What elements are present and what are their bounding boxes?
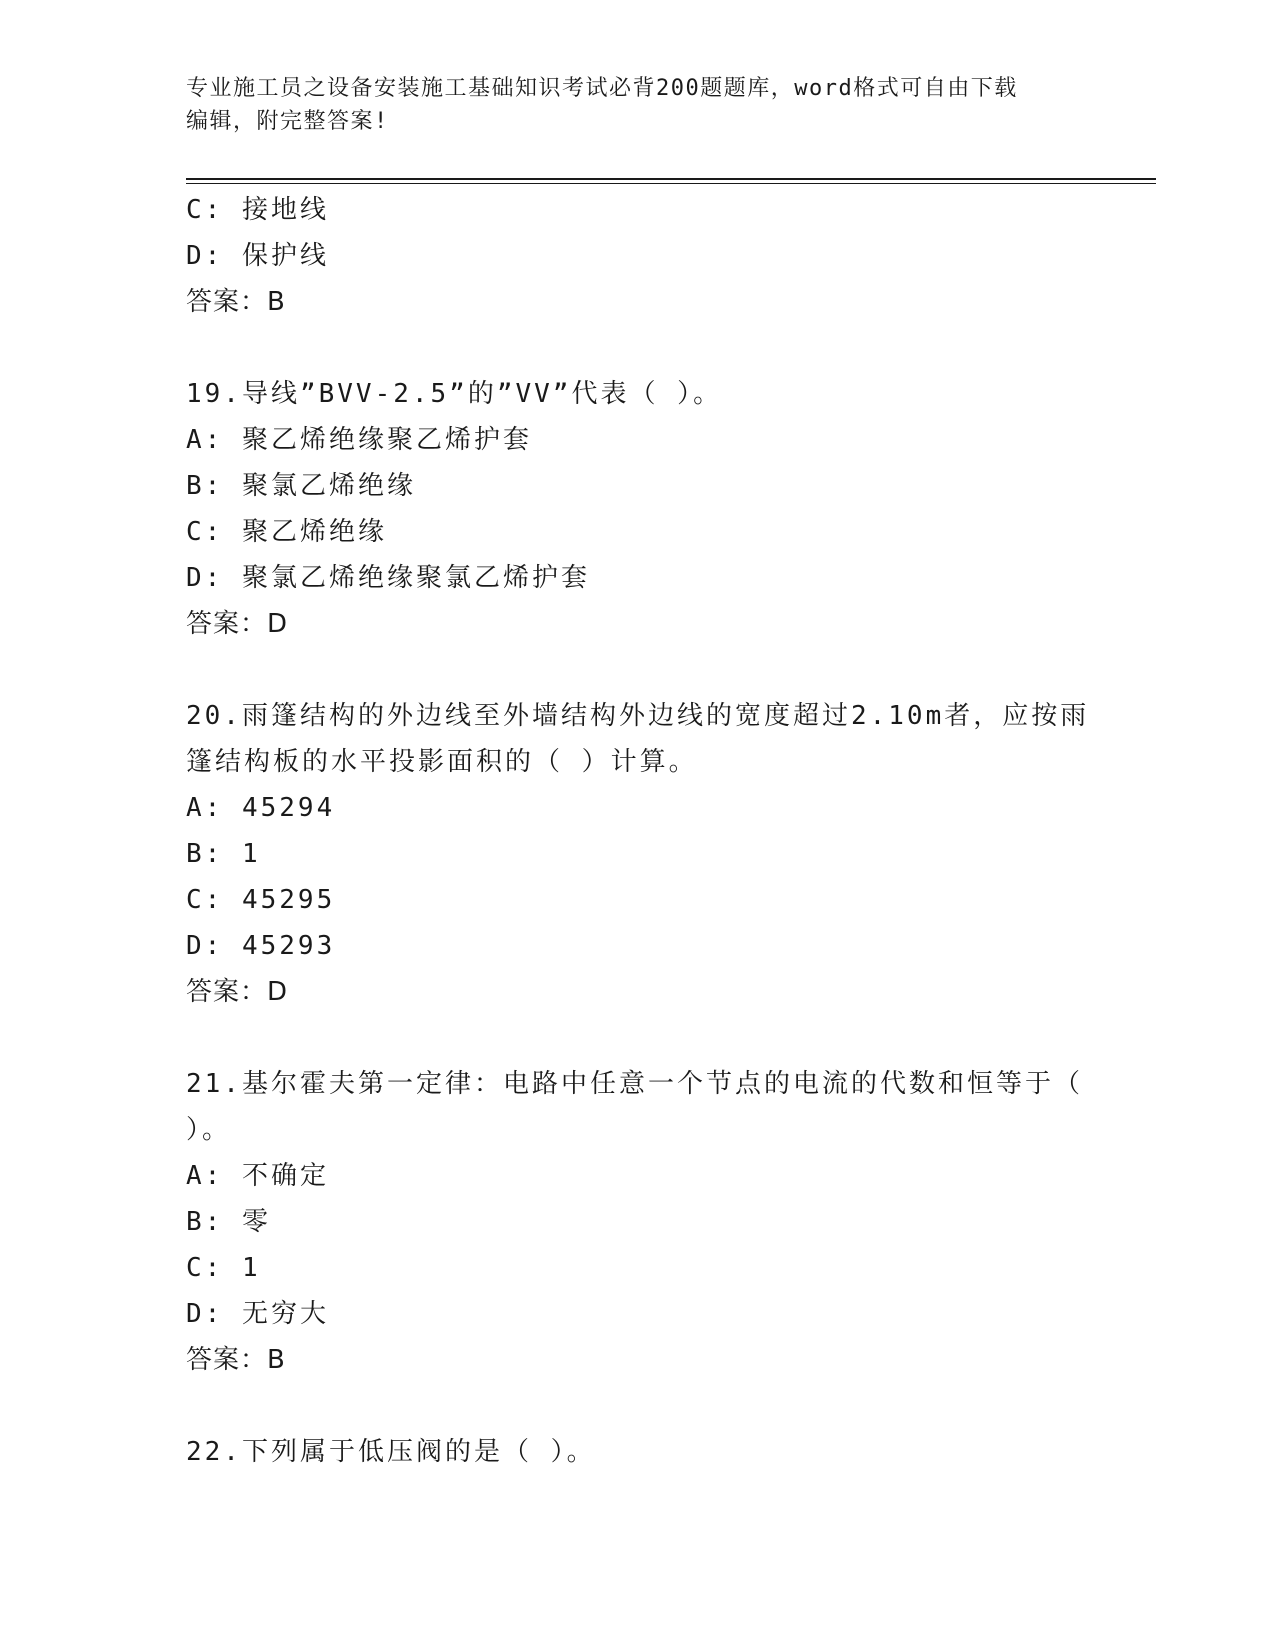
spacer [186,1015,1086,1061]
option-c: C: 45295 [186,885,336,915]
option-d: D: 无穷大 [186,1299,329,1329]
option-a: A: 45294 [186,793,336,823]
question-stem: 22.下列属于低压阀的是（ ）。 [186,1437,596,1467]
option-c: C: 1 [186,1253,261,1283]
spacer [186,325,1086,371]
question-stem-continued: 篷结构板的水平投影面积的（ ）计算。 [186,747,698,777]
question-22 [186,1429,1086,1475]
question-18-continued [186,187,1086,325]
question-stem: 20.雨篷结构的外边线至外墙结构外边线的宽度超过2.10m者，应按雨 [186,701,1090,731]
spacer [186,647,1086,693]
question-19 [186,371,1086,647]
option-b: B: 聚氯乙烯绝缘 [186,471,416,501]
option-d: D: 聚氯乙烯绝缘聚氯乙烯护套 [186,563,590,593]
question-list [186,187,1090,1475]
document-header [186,72,1066,138]
option-a: A: 不确定 [186,1161,329,1191]
question-stem: 21.基尔霍夫第一定律：电路中任意一个节点的电流的代数和恒等于（ [186,1069,1083,1099]
question-20 [186,693,1090,1015]
question-21 [186,1061,1086,1383]
header-line-2: 编辑，附完整答案! [186,109,389,134]
header-divider-thin [186,183,1156,184]
answer-line: 答案：D [186,977,289,1007]
option-b: B: 1 [186,839,261,869]
question-stem-continued: ）。 [186,1115,232,1145]
question-stem: 19.导线”BVV-2.5”的”VV”代表（ ）。 [186,379,723,409]
answer-line: 答案：D [186,609,289,639]
header-line-1: 专业施工员之设备安装施工基础知识考试必背200题题库，word格式可自由下载 [186,76,1018,101]
answer-line: 答案：B [186,1345,286,1375]
header-divider [186,178,1156,180]
option-c: C: 接地线 [186,195,329,225]
spacer [186,1383,1086,1429]
option-d: D: 保护线 [186,241,329,271]
option-c: C: 聚乙烯绝缘 [186,517,387,547]
answer-line: 答案：B [186,287,286,317]
option-d: D: 45293 [186,931,336,961]
option-a: A: 聚乙烯绝缘聚乙烯护套 [186,425,532,455]
option-b: B: 零 [186,1207,271,1237]
